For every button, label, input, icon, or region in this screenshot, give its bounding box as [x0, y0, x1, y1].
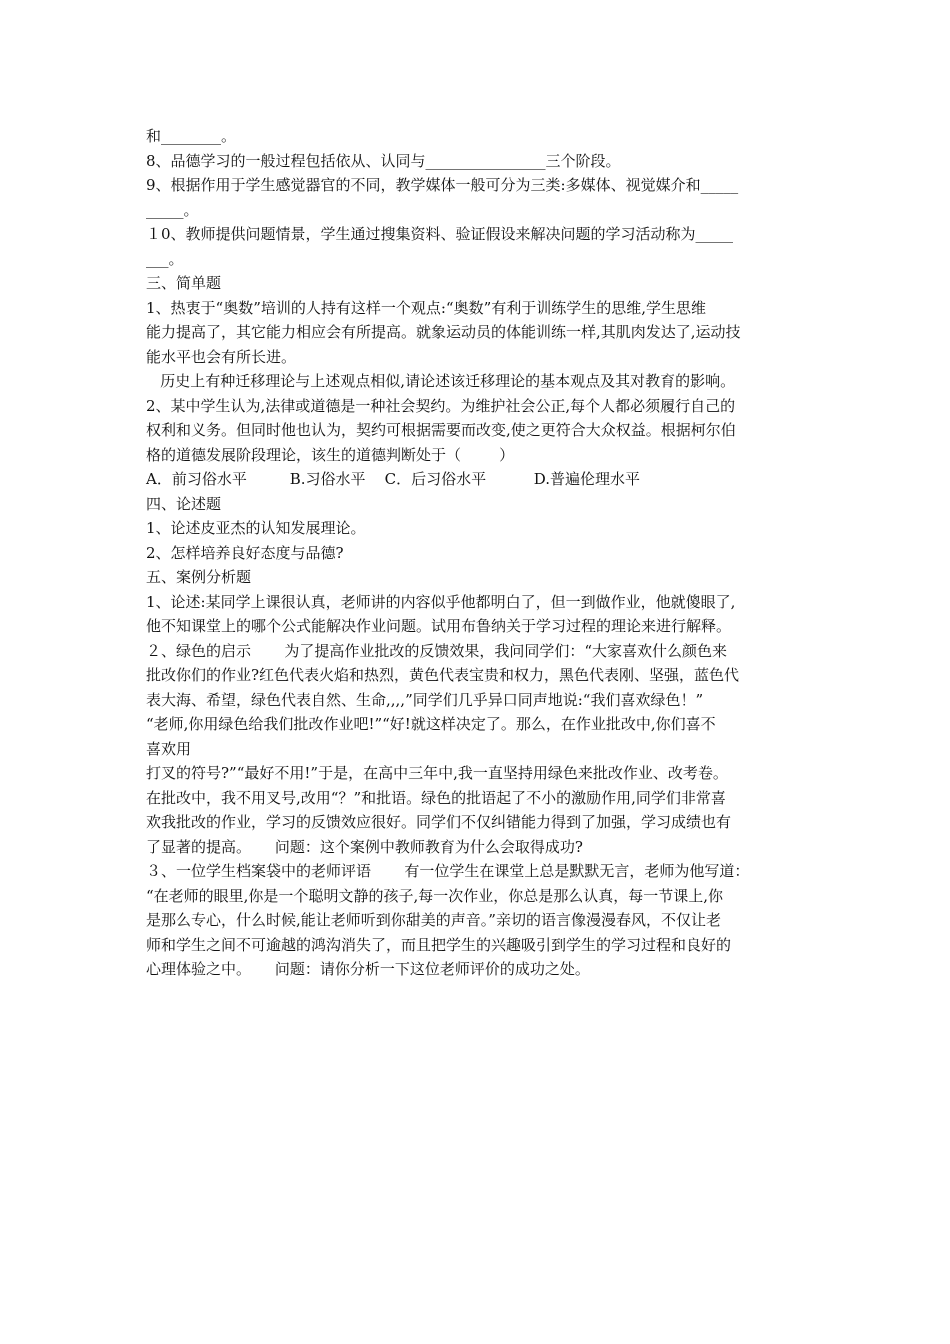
text-line: 2、怎样培养良好态度与品德? — [146, 543, 344, 562]
text-line: ２、绿色的启示 为了提高作业批改的反馈效果，我问同学们：“大家喜欢什么颜色来 — [146, 641, 728, 660]
text-line: 三、简单题 — [146, 274, 222, 292]
text-line: 师和学生之间不可逾越的鸿沟消失了，而且把学生的兴趣吸引到学生的学习过程和良好的 — [146, 935, 732, 954]
text-line: 2、某中学生认为,法律或道德是一种社会契约。为维护社会公正,每个人都必须履行自己的 — [146, 396, 736, 415]
text-line: 和________。 — [146, 127, 237, 145]
text-line: 喜欢用 — [146, 739, 192, 758]
text-line: 是那么专心，什么时候,能让老师听到你甜美的声音。”亲切的语言像漫漫春风，不仅让老 — [146, 911, 721, 929]
text-line: １0、教师提供问题情景，学生通过搜集资料、验证假设来解决问题的学习活动称为_____ — [146, 225, 734, 243]
text-line: 1、论述皮亚杰的认知发展理论。 — [146, 519, 366, 537]
text-line: 欢我批改的作业，学习的反馈效应很好。同学们不仅纠错能力得到了加强，学习成绩也有 — [146, 813, 732, 831]
text-line: 在批改中，我不用叉号,改用“？”和批语。绿色的批语起了不小的激励作用,同学们非常喜 — [146, 788, 726, 807]
text-line: 心理体验之中。 问题：请你分析一下这位老师评价的成功之处。 — [146, 960, 590, 978]
document-body — [146, 124, 814, 982]
text-line: 打叉的符号?”“最好不用!”于是，在高中三年中,我一直坚持用绿色来批改作业、改考卷。 — [146, 764, 728, 782]
text-line: ３、一位学生档案袋中的老师评语 有一位学生在课堂上总是默默无言，老师为他写道： — [146, 862, 750, 880]
text-line: 8、品德学习的一般过程包括依从、认同与________________三个阶段。 — [146, 151, 621, 170]
text-line: 能水平也会有所长进。 — [146, 347, 297, 366]
text-line: 表大海、希望，绿色代表自然、生命,,,,”同学们几乎异口同声地说:“我们喜欢绿色！” — [146, 690, 704, 709]
text-line: 四、论述题 — [146, 494, 222, 513]
text-line: 五、案例分析题 — [146, 568, 252, 586]
text-line: 格的道德发展阶段理论，该生的道德判断处于（ ） — [146, 445, 515, 464]
text-line: _____。 — [146, 200, 199, 219]
text-line: A．前习俗水平 B.习俗水平 C．后习俗水平 D.普遍伦理水平 — [146, 470, 641, 488]
text-line: ___。 — [146, 249, 184, 268]
text-line: 历史上有种迁移理论与上述观点相似,请论述该迁移理论的基本观点及其对教育的影响。 — [146, 372, 736, 390]
text-line: 能力提高了，其它能力相应会有所提高。就象运动员的体能训练一样,其肌肉发达了,运动技 — [146, 323, 741, 341]
text-line: 批改你们的作业?红色代表火焰和热烈，黄色代表宝贵和权力，黑色代表刚、坚强，蓝色代 — [146, 666, 740, 684]
text-line: “在老师的眼里,你是一个聪明文静的孩子,每一次作业，你总是那么认真，每一节课上,你 — [146, 886, 723, 905]
text-line: “老师,你用绿色给我们批改作业吧!”“好!就这样决定了。那么，在作业批改中,你们喜不 — [146, 715, 716, 733]
text-line: 1、论述:某同学上课很认真，老师讲的内容似乎他都明白了，但一到做作业，他就傻眼了, — [146, 592, 736, 611]
text-line: 权利和义务。但同时他也认为，契约可根据需要而改变,使之更符合大众权益。根据柯尔伯 — [146, 421, 736, 439]
text-line: 了显著的提高。 问题：这个案例中教师教育为什么会取得成功? — [146, 837, 583, 856]
text-line: 1、热衷于“奥数”培训的人持有这样一个观点:“奥数”有利于训练学生的思维,学生思维 — [146, 298, 707, 317]
text-line: 9、根据作用于学生感觉器官的不同，教学媒体一般可分为三类:多媒体、视觉媒介和_____ — [146, 176, 739, 194]
text-line: 他不知课堂上的哪个公式能解决作业问题。试用布鲁纳关于学习过程的理论来进行解释。 — [146, 617, 732, 635]
